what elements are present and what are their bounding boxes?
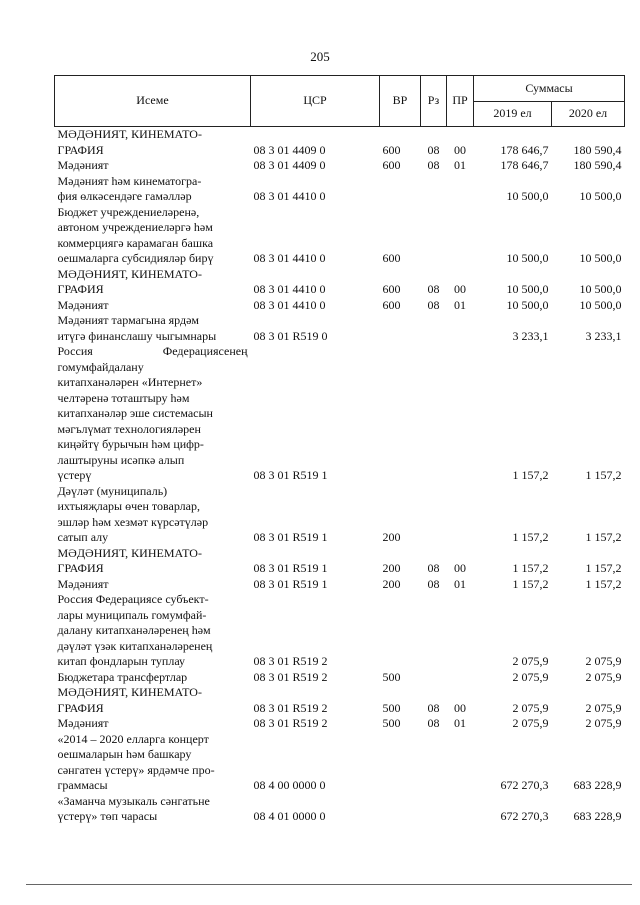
cell-vr: 600 — [382, 158, 401, 172]
table-row — [55, 127, 625, 159]
cell-vr: 600 — [382, 142, 401, 157]
cell-pr — [447, 670, 474, 686]
table-row — [55, 546, 625, 577]
cell-pr — [447, 732, 474, 794]
cell-name: Мәдәният — [57, 297, 109, 312]
cell-rz — [421, 592, 447, 670]
cell-amount-2019: 178 646,7 — [500, 142, 549, 157]
cell-csr: 08 3 01 R519 1 — [253, 530, 328, 544]
cell-amount-2020: 3 233,1 — [585, 328, 622, 343]
cell-amount-2019: 1 157,2 — [512, 576, 549, 591]
cell-name: Мәдәният — [57, 158, 109, 172]
cell-pr — [447, 205, 474, 267]
cell-amount-2019: 2 075,9 — [512, 654, 549, 668]
table-row — [55, 298, 625, 314]
cell-name: «Заманча музыкаль сәнгатьне үстерү» төп чарасы — [57, 793, 210, 823]
cell-csr: 08 3 01 R519 1 — [253, 468, 328, 482]
table-row — [55, 670, 625, 686]
cell-csr: 08 3 01 4410 0 — [253, 282, 326, 296]
cell-name: МӘДӘНИЯТ, КИНЕМАТО- ГРАФИЯ — [57, 685, 202, 715]
cell-vr — [380, 313, 421, 344]
cell-vr — [380, 592, 421, 670]
cell-vr — [380, 794, 421, 825]
table-row — [55, 205, 625, 267]
cell-amount-2019: 2 075,9 — [512, 669, 549, 684]
cell-amount-2020: 1 157,2 — [585, 561, 622, 575]
cell-amount-2019: 672 270,3 — [500, 809, 549, 823]
cell-rz — [421, 344, 447, 484]
column-header-pr: ПР — [447, 76, 474, 127]
cell-name: Мәдәният — [57, 576, 109, 591]
table-row — [55, 344, 625, 484]
cell-amount-2019: 10 500,0 — [506, 251, 549, 265]
cell-csr: 08 4 01 0000 0 — [253, 809, 326, 823]
cell-rz: 08 — [427, 142, 440, 157]
table-row — [55, 794, 625, 825]
column-header-name: Исеме — [55, 76, 251, 127]
cell-amount-2020: 2 075,9 — [585, 654, 622, 668]
cell-name: Мәдәният тармагына ярдәм итүгә финанслашу чыгымнары — [57, 313, 217, 343]
cell-rz — [421, 313, 447, 344]
table-row — [55, 716, 625, 732]
cell-pr — [447, 794, 474, 825]
cell-rz — [421, 670, 447, 686]
cell-vr: 500 — [382, 716, 401, 730]
cell-amount-2020: 10 500,0 — [579, 189, 622, 203]
column-header-2019: 2019 ел — [474, 101, 552, 127]
cell-rz: 08 — [427, 716, 440, 730]
cell-amount-2020: 180 590,4 — [573, 142, 622, 157]
cell-vr — [380, 174, 421, 205]
cell-pr — [447, 344, 474, 484]
table-row — [55, 267, 625, 298]
cell-rz — [421, 205, 447, 267]
cell-csr: 08 3 01 R519 2 — [253, 669, 328, 684]
cell-amount-2020: 2 075,9 — [585, 700, 622, 715]
cell-name: Дәүләт (муниципаль) ихтыяҗлары өчен товарлар, эшләр һәм хезмәт күрсәтүләр сатып алу — [57, 483, 209, 544]
cell-amount-2020: 2 075,9 — [585, 669, 622, 684]
cell-rz — [421, 174, 447, 205]
cell-rz — [421, 732, 447, 794]
cell-rz: 08 — [427, 561, 440, 575]
cell-amount-2020: 10 500,0 — [579, 282, 622, 296]
cell-csr: 08 3 01 4410 0 — [253, 297, 326, 312]
cell-pr: 01 — [454, 297, 466, 312]
table-row — [55, 158, 625, 174]
cell-vr: 600 — [382, 282, 401, 296]
budget-table — [54, 75, 625, 825]
table-row — [55, 313, 625, 344]
cell-rz — [421, 484, 447, 546]
cell-pr: 00 — [454, 142, 466, 157]
cell-amount-2020: 2 075,9 — [585, 716, 622, 730]
cell-amount-2019: 178 646,7 — [500, 158, 549, 172]
cell-amount-2020: 683 228,9 — [573, 778, 622, 792]
cell-pr: 01 — [454, 576, 466, 591]
footer-divider — [26, 884, 632, 885]
cell-amount-2020: 1 157,2 — [585, 530, 622, 544]
cell-rz: 08 — [427, 297, 440, 312]
cell-pr: 01 — [454, 158, 466, 172]
column-header-2020: 2020 ел — [552, 101, 625, 127]
cell-csr: 08 3 01 R519 2 — [253, 716, 328, 730]
cell-vr: 500 — [382, 669, 401, 684]
cell-name: «2014 – 2020 елларга концерт оешмаларын һәм башкару сәнгатен үстерү» ярдәмче про- граммасы — [57, 731, 215, 792]
table-row — [55, 484, 625, 546]
cell-amount-2019: 10 500,0 — [506, 297, 549, 312]
cell-name: Бюджетара трансфертлар — [57, 669, 188, 684]
cell-name: Бюджет учреждениеләренә, автоном учреждениеләргә һәм коммерциягә карамаган башка оешмаларга субсидияләр бирү — [57, 204, 214, 265]
cell-amount-2019: 10 500,0 — [506, 189, 549, 203]
cell-pr: 00 — [454, 700, 466, 715]
cell-amount-2019: 1 157,2 — [512, 468, 549, 482]
cell-csr: 08 3 01 R519 2 — [253, 654, 328, 668]
table-row — [55, 577, 625, 593]
column-header-vr: ВР — [380, 76, 421, 127]
cell-pr — [447, 592, 474, 670]
table-row — [55, 174, 625, 205]
cell-name: Мәдәният — [57, 716, 109, 730]
cell-pr: 00 — [454, 282, 466, 296]
cell-csr: 08 3 01 R519 1 — [253, 561, 328, 575]
cell-csr: 08 3 01 4409 0 — [253, 158, 326, 172]
table-body — [55, 127, 625, 825]
cell-amount-2019: 1 157,2 — [512, 561, 549, 575]
cell-amount-2020: 1 157,2 — [585, 576, 622, 591]
cell-rz: 08 — [427, 282, 440, 296]
cell-csr: 08 3 01 R519 2 — [253, 700, 328, 715]
cell-rz: 08 — [427, 576, 440, 591]
cell-pr — [447, 484, 474, 546]
table-header — [55, 76, 625, 127]
cell-csr: 08 3 01 4409 0 — [253, 142, 326, 157]
cell-pr — [447, 313, 474, 344]
cell-name: МӘДӘНИЯТ, КИНЕМАТО- ГРАФИЯ — [57, 545, 202, 575]
cell-name: Россия Федерациясенең гомумфайдалану китапханәләрен «Интернет» челтәренә тоташтыру һәм китапханәләр эше системасын мәгълүмат технологияләрен киңәйтү бурычын һәм цифр- лаштыруны исәпкә алып үстерү — [57, 344, 248, 482]
column-header-amounts: Суммасы — [474, 76, 625, 102]
cell-vr: 600 — [382, 297, 401, 312]
cell-pr: 00 — [454, 561, 466, 575]
cell-vr: 200 — [382, 561, 401, 575]
column-header-csr: ЦСР — [251, 76, 380, 127]
cell-csr: 08 3 01 R519 1 — [253, 576, 328, 591]
table-row — [55, 685, 625, 716]
page-number: 205 — [310, 49, 330, 64]
cell-name: МӘДӘНИЯТ, КИНЕМАТО- ГРАФИЯ — [57, 127, 202, 157]
cell-csr: 08 3 01 R519 0 — [253, 328, 328, 343]
cell-vr: 500 — [382, 700, 401, 715]
cell-amount-2019: 3 233,1 — [512, 328, 549, 343]
cell-amount-2020: 10 500,0 — [579, 297, 622, 312]
cell-rz: 08 — [427, 700, 440, 715]
cell-amount-2019: 10 500,0 — [506, 282, 549, 296]
cell-rz: 08 — [427, 158, 440, 172]
cell-csr: 08 4 00 0000 0 — [253, 778, 326, 792]
cell-amount-2019: 1 157,2 — [512, 530, 549, 544]
cell-amount-2019: 672 270,3 — [500, 778, 549, 792]
cell-pr: 01 — [454, 716, 466, 730]
cell-rz — [421, 794, 447, 825]
cell-vr: 600 — [382, 251, 401, 265]
cell-vr — [380, 732, 421, 794]
cell-vr — [380, 344, 421, 484]
cell-amount-2020: 683 228,9 — [573, 809, 622, 823]
cell-amount-2019: 2 075,9 — [512, 700, 549, 715]
cell-vr: 200 — [382, 530, 401, 544]
cell-pr — [447, 174, 474, 205]
cell-csr: 08 3 01 4410 0 — [253, 189, 326, 203]
cell-name: Мәдәният һәм кинематогра- фия өлкәсендәге гамәлләр — [57, 173, 202, 203]
cell-csr: 08 3 01 4410 0 — [253, 251, 326, 265]
cell-name: МӘДӘНИЯТ, КИНЕМАТО- ГРАФИЯ — [57, 266, 202, 296]
cell-amount-2020: 1 157,2 — [585, 468, 622, 482]
cell-amount-2020: 180 590,4 — [573, 158, 622, 172]
column-header-rz: Рз — [421, 76, 447, 127]
table-row — [55, 732, 625, 794]
cell-amount-2020: 10 500,0 — [579, 251, 622, 265]
table-row — [55, 592, 625, 670]
cell-vr: 200 — [382, 576, 401, 591]
cell-amount-2019: 2 075,9 — [512, 716, 549, 730]
cell-name: Россия Федерациясе субъект- лары муниципаль гомумфай- далану китапханәләренең һәм дәүләт үзәк китапханәләренең китап фондларын туплау — [57, 592, 213, 668]
